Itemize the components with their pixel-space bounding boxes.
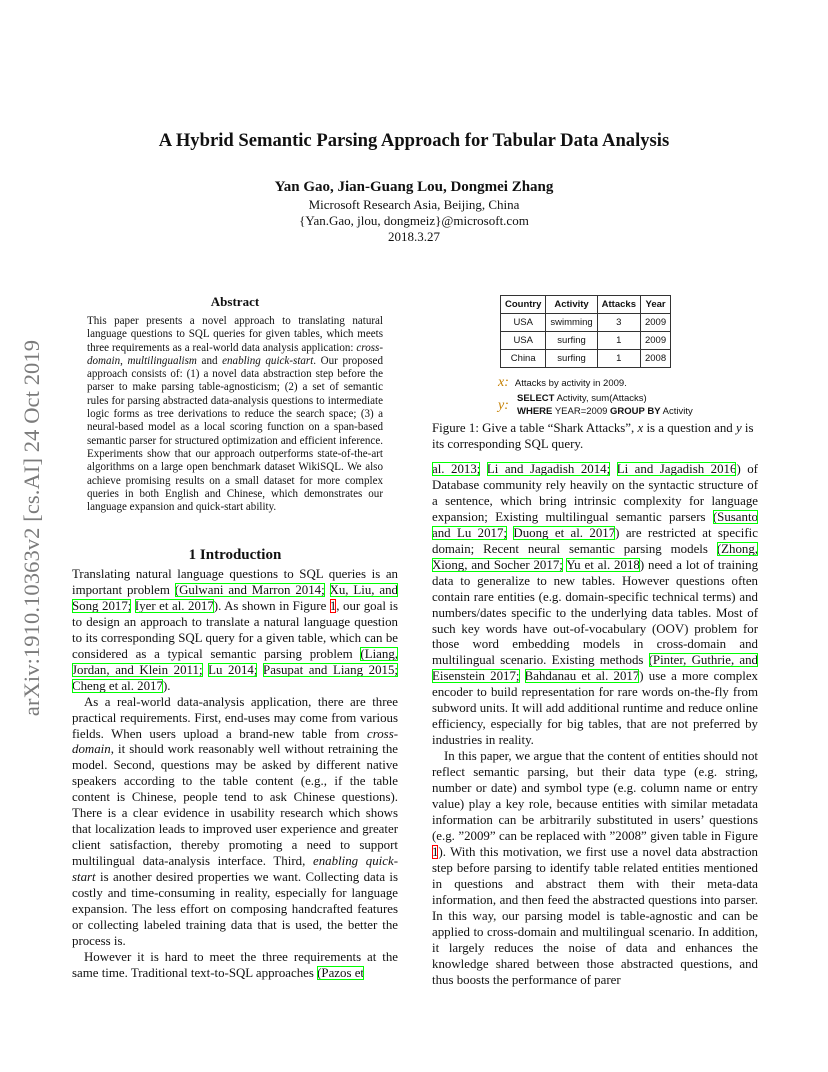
citation-link[interactable]: Iyer et al. 2017: [134, 598, 214, 613]
figure-1: [500, 295, 671, 368]
figure-question: [498, 373, 627, 391]
table-cell: 1: [597, 332, 640, 350]
citation-link[interactable]: Li and Jagadish 2016: [616, 462, 737, 476]
table-cell: surfing: [546, 332, 597, 350]
table-cell: surfing: [546, 350, 597, 368]
intro-paragraph-1: Translating natural language questions to SQL queries is an important problem (Gulwani and Marron 2014; Xu, Liu, and Song 2017; Iyer et al. 2017). As shown in Figure 1, our goal is to design an approach to translate a natural language question to its corresponding SQL query for a given table, which can be considered as a typical semantic parsing problem (Liang, Jordan, and Klein 2011; Lu 2014; Pasupat and Liang 2015; Cheng et al. 2017).: [72, 567, 399, 693]
citation-link[interactable]: Xu, Liu, and Song 2017;: [72, 582, 398, 613]
table-header-cell: Year: [640, 296, 670, 314]
question-text: Attacks by activity in 2009.: [514, 378, 627, 389]
citation-link[interactable]: Cheng et al. 2017: [72, 678, 163, 693]
author-emails: {Yan.Gao, jlou, dongmeiz}@microsoft.com: [299, 213, 529, 228]
figure-ref-link[interactable]: 1: [432, 844, 439, 859]
shark-attacks-table: [500, 295, 671, 368]
section-heading-introduction: 1 Introduction: [188, 547, 282, 563]
table-row: [501, 314, 671, 332]
citation-link[interactable]: Li and Jagadish 2014;: [486, 462, 611, 476]
table-cell: USA: [501, 314, 546, 332]
citation-link[interactable]: (Pazos et: [317, 965, 365, 980]
right-column-body: [432, 462, 758, 988]
table-header-cell: Activity: [546, 296, 597, 314]
table-cell: swimming: [546, 314, 597, 332]
figure-caption: Figure 1: Give a table “Shark Attacks”, x is a question and y is its corresponding SQL query.: [432, 421, 754, 451]
paper-title: A Hybrid Semantic Parsing Approach for Tabular Data Analysis: [158, 130, 670, 151]
citation-link[interactable]: Yu et al. 2018: [566, 557, 640, 572]
table-header-cell: Attacks: [597, 296, 640, 314]
figure-ref-link[interactable]: 1: [329, 598, 337, 613]
right-paragraph-2: In this paper, we argue that the content of entities should not reflect semantic parsing, but their data type (e.g. string, number or date) and symbol type (e.g. column name or entry value) play a key role, because entities with similar metadata information can be arbitrarily substituted in users’ questions (e.g. ”2009” can be replaced with ”2008” given table in Figure 1). With this motivation, we first use a novel data abstraction step before parsing to identify table related entities mentioned in questions and abstract them with their meta-data information, and then feed the abstracted questions into parser. In this way, our parsing model is table-agnostic and can be applied to cross-domain and multilingual scenario. In addition, it largely reduces the noise of data and enhances the knowledge shared between those abstracted questions, and thus boosts the performance of parer: [432, 749, 758, 987]
question-variable-label: x:: [498, 375, 509, 390]
citation-link[interactable]: (Zhong, Xiong, and Socher 2017;: [432, 541, 758, 572]
sql-variable-label: y:: [498, 398, 509, 413]
citation-link[interactable]: (Pinter, Guthrie, and Eisenstein 2017;: [432, 653, 758, 684]
arxiv-watermark: [16, 296, 48, 760]
table-row: [501, 332, 671, 350]
citation-link[interactable]: (Susanto and Lu 2017;: [432, 509, 758, 540]
affiliation: Microsoft Research Asia, Beijing, China: [308, 197, 520, 212]
intro-paragraph-2: As a real-world data-analysis application, there are three practical requirements. First, end-uses may come from various fields. When users upload a brand-new table from cross-domain, it should work reasonably well without retraining the model. Second, questions may be asked by different native speakers according to the table content (e.g., if the table content is Chinese, people tend to ask Chinese questions). There is a clear evidence in usability research which shows that localization leads to improved user experience and greater client satisfaction, thereby promoting a need to support multilingual data-analysis interface. Third, enabling quick-start is another desired properties we want. Collecting data is costly and time-consuming in reality, especially for language expansion. The less effort on composing handcrafted features or collecting labeled training data that is used, the better the process is.: [72, 694, 398, 948]
abstract-heading: Abstract: [210, 294, 260, 309]
citation-link[interactable]: Bahdanau et al. 2017: [524, 669, 640, 684]
table-cell: 2009: [640, 332, 670, 350]
table-row: [501, 350, 671, 368]
paper-date: 2018.3.27: [388, 229, 440, 244]
table-header-row: [501, 296, 671, 314]
table-cell: 2009: [640, 314, 670, 332]
right-paragraph-1: al. 2013; Li and Jagadish 2014; Li and Jagadish 2016) of Database community rely heavily on the syntactic structure of a sentence, which bring intrinsic complexity for language expansion; Existing multilingual semantic parsers (Susanto and Lu 2017; Duong et al. 2017) are restricted at specific domain; Recent neural semantic parsing models (Zhong, Xiong, and Socher 2017; Yu et al. 2018) need a lot of training data to generalize to new tables. However questions often contain rare entities (e.g. domain-specific technical terms) and numbers/dates specific to the underlying data tables. Most of such key words have out-of-vocabulary (OOV) problem for those word embedding models in cross-domain and multilingual scenario. Existing methods (Pinter, Guthrie, and Eisenstein 2017; Bahdanau et al. 2017) use a more complex encoder to build representation for rare words on-the-fly from subword units. It will add additional runtime and reduce online efficiency, especially for big tables, that are not preferred by industries in reality.: [432, 462, 759, 748]
table-cell: 1: [597, 350, 640, 368]
citation-link[interactable]: Pasupat and Liang 2015;: [263, 662, 398, 677]
intro-paragraph-3: However it is hard to meet the three requirements at the same time. Traditional text-to-SQL approaches (Pazos et: [72, 949, 398, 980]
citation-link[interactable]: (Liang, Jordan, and Klein 2011;: [72, 646, 398, 677]
citation-link[interactable]: (Gulwani and Marron 2014;: [174, 582, 325, 597]
figure-sql-query: SELECT Activity, sum(Attacks) WHERE YEAR=2009 GROUP BY Activity: [517, 393, 693, 417]
citation-link[interactable]: al. 2013;: [432, 462, 481, 476]
abstract-body: This paper presents a novel approach to translating natural language questions to SQL queries for given tables, which meets three requirements as a real-world data analysis application: cross-domain, multilingualism and enabling quick-start. Our proposed approach consists of: (1) a novel data abstraction step before the parser to make parsing table-agnosticism; (2) a set of semantic rules for parsing abstracted data-analysis questions to intermediate logic forms as tree derivations to reduce the search space; (3) a neural-based model as a local scoring function on a span-based semantic parser for structured optimization and efficient inference. Experiments show that our approach outperforms state-of-the-art algorithms on a large open benchmark dataset WikiSQL. We also achieve promising results on a small dataset for more complex queries in both English and Chinese, which demonstrates our language expansion and quick-start ability.: [87, 315, 383, 514]
arxiv-id: arXiv:1910.10363v2 [cs.AI] 24 Oct 2019: [19, 339, 44, 717]
left-column-body: [72, 567, 398, 982]
table-cell: 2008: [640, 350, 670, 368]
paper-authors: Yan Gao, Jian-Guang Lou, Dongmei Zhang: [274, 179, 554, 195]
table-cell: 3: [597, 314, 640, 332]
table-cell: USA: [501, 332, 546, 350]
table-cell: China: [501, 350, 546, 368]
citation-link[interactable]: Duong et al. 2017: [513, 525, 616, 540]
table-header-cell: Country: [501, 296, 546, 314]
citation-link[interactable]: Lu 2014;: [208, 662, 258, 677]
figure-sql-label: [498, 396, 509, 414]
